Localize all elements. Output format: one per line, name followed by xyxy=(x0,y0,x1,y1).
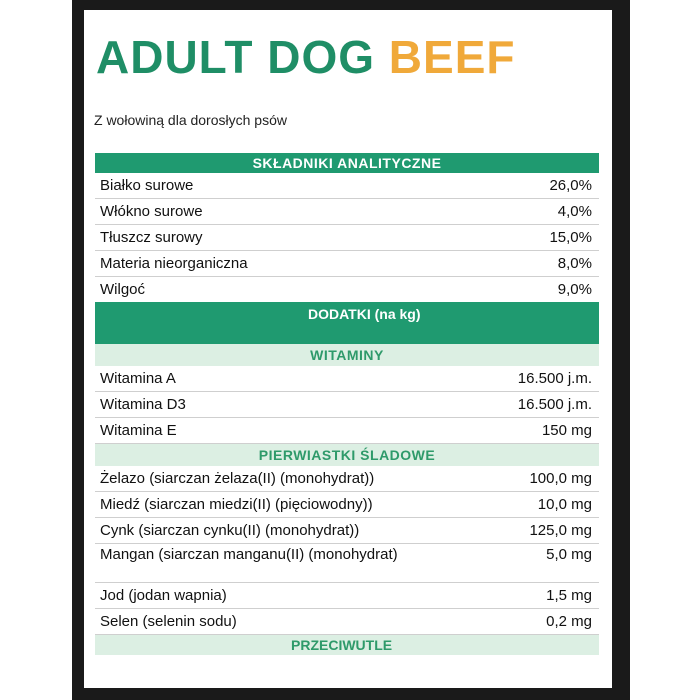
row-value: 15,0% xyxy=(549,229,592,246)
row-value: 1,5 mg xyxy=(546,587,592,604)
title-part-2: BEEF xyxy=(388,31,516,83)
table-row xyxy=(95,544,599,583)
row-name: Witamina E xyxy=(100,422,177,439)
row-value: 5,0 mg xyxy=(546,546,592,563)
frame-bottom xyxy=(72,688,630,700)
row-name: Jod (jodan wapnia) xyxy=(100,587,227,604)
table-row xyxy=(95,173,599,199)
frame-left xyxy=(72,0,84,700)
row-value: 150 mg xyxy=(541,422,592,439)
table-row xyxy=(95,366,599,392)
antioxidants-header xyxy=(95,635,599,655)
product-label-card xyxy=(84,10,612,688)
row-name: Selen (selenin sodu) xyxy=(100,613,237,630)
row-name: Miedź (siarczan miedzi(II) (pięciowodny)) xyxy=(100,496,373,513)
table-row xyxy=(95,251,599,277)
row-name: Tłuszcz surowy xyxy=(100,229,203,246)
row-name: Żelazo (siarczan żelaza(II) (monohydrat)) xyxy=(100,470,375,487)
antioxidants-header-label: PRZECIWUTLE xyxy=(291,637,393,653)
frame-right xyxy=(612,0,630,700)
row-name: Białko surowe xyxy=(100,177,194,194)
analytical-header: SKŁADNIKI ANALITYCZNE xyxy=(95,153,599,173)
row-name: Witamina A xyxy=(100,370,176,387)
title-part-1: ADULT DOG xyxy=(96,31,376,83)
table-row xyxy=(95,583,599,609)
row-value: 125,0 mg xyxy=(529,522,592,539)
vitamins-header: WITAMINY xyxy=(95,344,599,366)
table-row xyxy=(95,418,599,444)
table-row xyxy=(95,518,599,544)
row-value: 26,0% xyxy=(549,177,592,194)
table-row xyxy=(95,466,599,492)
row-name: Materia nieorganiczna xyxy=(100,255,248,272)
product-subtitle: Z wołowiną dla dorosłych psów xyxy=(94,112,287,128)
table-row xyxy=(95,225,599,251)
row-name: Włókno surowe xyxy=(100,203,203,220)
row-value: 9,0% xyxy=(557,281,592,298)
additives-header xyxy=(95,302,599,344)
row-value: 8,0% xyxy=(557,255,592,272)
table-row xyxy=(95,609,599,635)
table-row xyxy=(95,392,599,418)
table-row xyxy=(95,199,599,225)
frame-top xyxy=(72,0,630,10)
nutrition-table xyxy=(95,153,599,655)
row-value: 0,2 mg xyxy=(546,613,592,630)
trace-elements-header: PIERWIASTKI ŚLADOWE xyxy=(95,444,599,466)
additives-header-label: DODATKI (na kg) xyxy=(308,306,421,322)
row-name: Wilgoć xyxy=(100,281,146,298)
row-value: 16.500 j.m. xyxy=(517,370,592,387)
row-name: Mangan (siarczan manganu(II) (monohydrat) xyxy=(100,546,398,563)
table-row xyxy=(95,492,599,518)
row-name: Cynk (siarczan cynku(II) (monohydrat)) xyxy=(100,522,360,539)
row-value: 16.500 j.m. xyxy=(517,396,592,413)
table-row xyxy=(95,277,599,302)
product-title xyxy=(96,32,515,82)
row-value: 4,0% xyxy=(557,203,592,220)
row-value: 10,0 mg xyxy=(537,496,592,513)
row-value: 100,0 mg xyxy=(529,470,592,487)
row-name: Witamina D3 xyxy=(100,396,186,413)
